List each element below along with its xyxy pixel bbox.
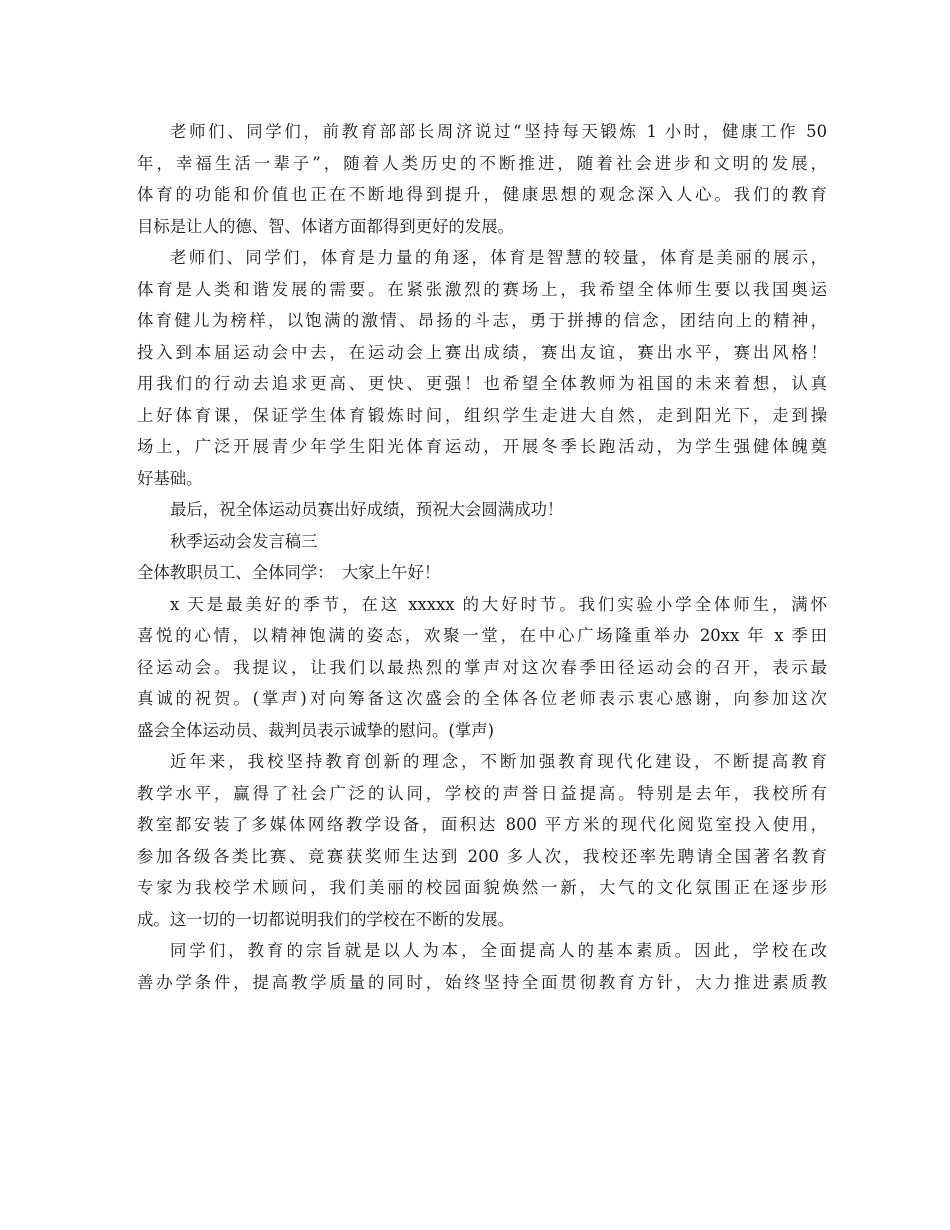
text-line: 年，幸福生活一辈子”，随着人类历史的不断推进，随着社会进步和文明的发展， bbox=[137, 153, 827, 173]
text-line: x 天是最美好的季节，在这 xxxxx 的大好时节。我们实验小学全体师生，满怀 bbox=[170, 594, 827, 614]
text-line: 教学水平，赢得了社会广泛的认同，学校的声誉日益提高。特别是去年，我校所有 bbox=[137, 783, 827, 803]
text-line: 场上，广泛开展青少年学生阳光体育运动，开展冬季长跑活动，为学生强健体魄奠 bbox=[137, 437, 827, 456]
text-line: 教室都安装了多媒体网络教学设备，面积达 800 平方米的现代化阅览室投入使用， bbox=[137, 815, 827, 834]
text-line: 上好体育课，保证学生体育锻炼时间，组织学生走进大自然，走到阳光下，走到操 bbox=[137, 405, 827, 425]
text-line: 参加各级各类比赛、竞赛获奖师生达到 200 多人次，我校还率先聘请全国著名教育 bbox=[137, 846, 827, 866]
text-line: 善办学条件，提高教学质量的同时，始终坚持全面贯彻教育方针，大力推进素质教 bbox=[137, 972, 827, 992]
text-line: 近年来，我校坚持教育创新的理念，不断加强教育现代化建设，不断提高教育 bbox=[170, 752, 827, 771]
text-line: 体育的功能和价值也正在不断地得到提升，健康思想的观念深入人心。我们的教育 bbox=[137, 185, 827, 204]
text-line: 好基础。 bbox=[137, 468, 203, 488]
text-line: 秋季运动会发言稿三 bbox=[170, 531, 318, 551]
text-line: 用我们的行动去追求更高、更快、更强！也希望全体教师为祖国的未来着想，认真 bbox=[137, 374, 827, 393]
text-line: 喜悦的心情，以精神饱满的姿态，欢聚一堂，在中心广场隆重举办 20xx 年 x 季田 bbox=[137, 626, 827, 645]
text-line: 投入到本届运动会中去，在运动会上赛出成绩，赛出友谊，赛出水平，赛出风格！ bbox=[137, 342, 827, 362]
text-line: 成。这一切的一切都说明我们的学校在不断的发展。 bbox=[137, 909, 514, 929]
text-line: 同学们，教育的宗旨就是以人为本，全面提高人的基本素质。因此，学校在改 bbox=[170, 941, 827, 960]
document-body bbox=[137, 116, 827, 998]
text-line: 老师们、同学们，前教育部部长周济说过“坚持每天锻炼 1 小时，健康工作 50 bbox=[170, 122, 827, 141]
text-line: 盛会全体运动员、裁判员表示诚挚的慰问。(掌声) bbox=[137, 720, 494, 740]
text-line: 体育健儿为榜样，以饱满的激情、昂扬的斗志，勇于拼搏的信念，团结向上的精神， bbox=[137, 311, 827, 330]
text-line: 全体教职员工、全体同学： 大家上午好！ bbox=[137, 563, 441, 582]
text-line: 径运动会。我提议，让我们以最热烈的掌声对这次春季田径运动会的召开，表示最 bbox=[137, 657, 827, 677]
text-line: 专家为我校学术顾问，我们美丽的校园面貌焕然一新，大气的文化氛围正在逐步形 bbox=[137, 878, 827, 897]
text-line: 真诚的祝贺。(掌声)对向筹备这次盛会的全体各位老师表示衷心感谢，向参加这次 bbox=[137, 689, 827, 708]
text-line: 目标是让人的德、智、体诸方面都得到更好的发展。 bbox=[137, 216, 514, 236]
text-line: 老师们、同学们，体育是力量的角逐，体育是智慧的较量，体育是美丽的展示， bbox=[170, 248, 827, 267]
text-line: 最后，祝全体运动员赛出好成绩，预祝大会圆满成功！ bbox=[170, 500, 564, 519]
text-line: 体育是人类和谐发展的需要。在紧张激烈的赛场上，我希望全体师生要以我国奥运 bbox=[137, 279, 827, 299]
